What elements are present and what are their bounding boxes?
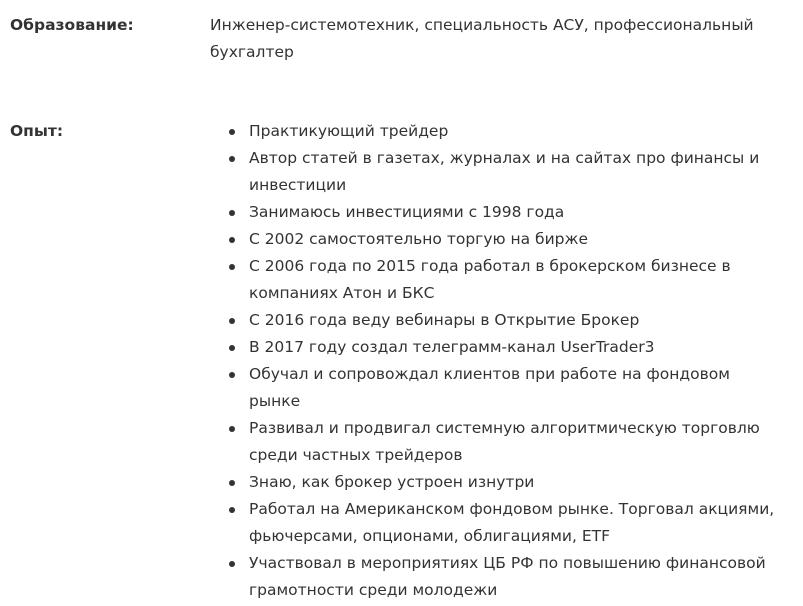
list-item-text: С 2006 года по 2015 года работал в брокерском бизнесе в компаниях Атон и БКС xyxy=(249,257,731,302)
list-item-text: Обучал и сопровождал клиентов при работе на фондовом рынке xyxy=(249,365,730,410)
list-item xyxy=(249,226,779,253)
list-item xyxy=(249,550,779,604)
bullet-icon xyxy=(229,264,235,270)
experience-value xyxy=(210,118,775,604)
list-item xyxy=(249,307,779,334)
bullet-icon xyxy=(229,210,235,216)
list-item-text: Работал на Американском фондовом рынке. Торговал акциями, фьючерсами, опционами, облигациями, ETF xyxy=(249,500,775,545)
list-item-text: Развивал и продвигал системную алгоритмическую торговлю среди частных трейдеров xyxy=(249,419,760,464)
list-item-text: Практикующий трейдер xyxy=(249,122,449,140)
list-item-text: С 2002 самостоятельно торгую на бирже xyxy=(249,230,589,248)
bullet-icon xyxy=(229,237,235,243)
bullet-icon xyxy=(229,561,235,567)
bullet-icon xyxy=(229,156,235,162)
list-item xyxy=(249,361,779,415)
education-value xyxy=(210,12,770,66)
bullet-icon xyxy=(229,372,235,378)
list-item xyxy=(249,145,779,199)
experience-label: Опыт: xyxy=(10,122,64,140)
list-item-text: Автор статей в газетах, журналах и на сайтах про финансы и инвестиции xyxy=(249,149,760,194)
list-item xyxy=(249,253,779,307)
bullet-icon xyxy=(229,318,235,324)
bullet-icon xyxy=(229,129,235,135)
list-item-text: С 2016 года веду вебинары в Открытие Брокер xyxy=(249,311,640,329)
list-item-text: В 2017 году создал телеграмм-канал UserTrader3 xyxy=(249,338,655,356)
education-text: Инженер-системотехник, специальность АСУ, профессиональный бухгалтер xyxy=(210,16,754,61)
list-item-text: Участвовал в мероприятиях ЦБ РФ по повышению финансовой грамотности среди молодежи xyxy=(249,554,766,599)
bullet-icon xyxy=(229,507,235,513)
list-item xyxy=(249,334,779,361)
list-item xyxy=(249,118,779,145)
education-label: Образование: xyxy=(10,16,134,34)
list-item-text: Занимаюсь инвестициями с 1998 года xyxy=(249,203,565,221)
bullet-icon xyxy=(229,480,235,486)
experience-list xyxy=(210,118,775,604)
list-item xyxy=(249,415,779,469)
bullet-icon xyxy=(229,426,235,432)
list-item xyxy=(249,496,779,550)
bullet-icon xyxy=(229,345,235,351)
list-item xyxy=(249,469,779,496)
list-item xyxy=(249,199,779,226)
list-item-text: Знаю, как брокер устроен изнутри xyxy=(249,473,535,491)
